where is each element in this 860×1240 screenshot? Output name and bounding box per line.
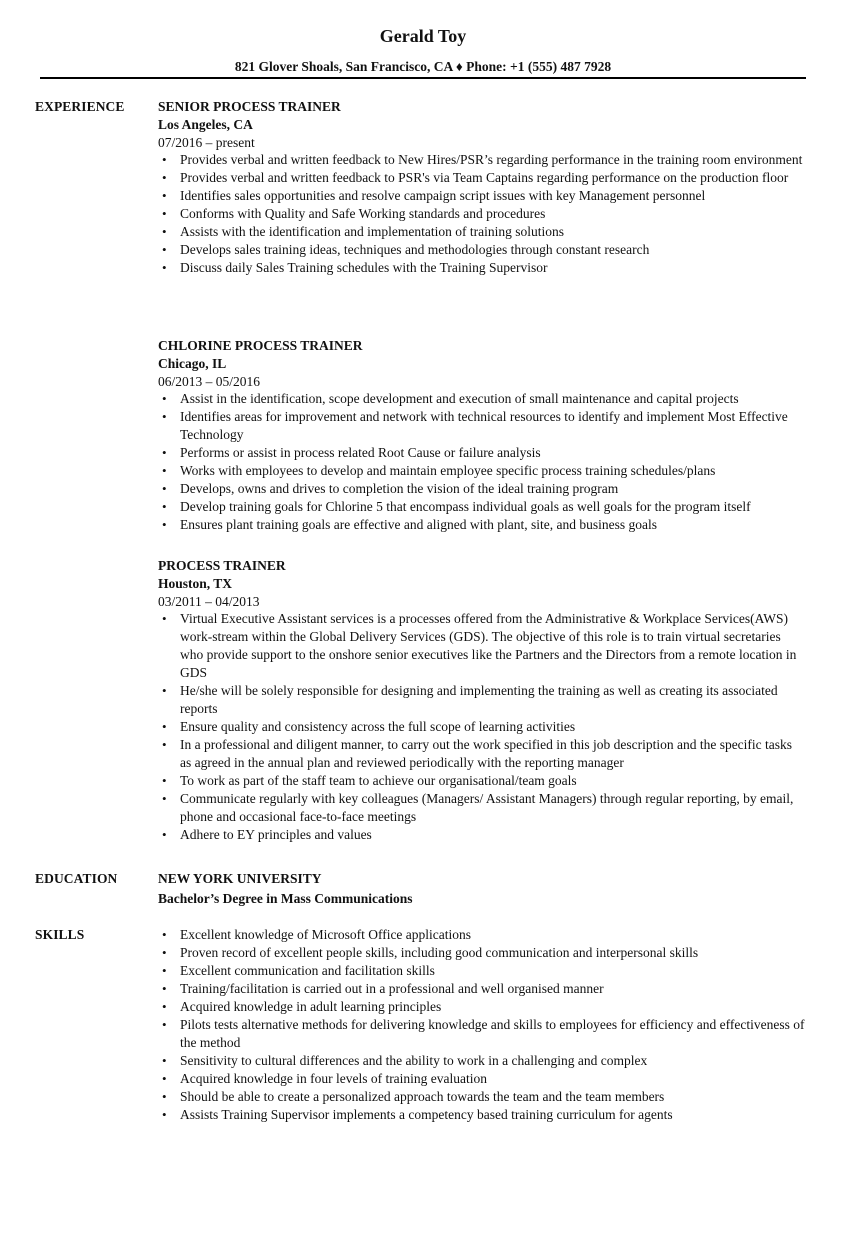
job-title: PROCESS TRAINER [158,558,286,573]
bullet-item: • Works with employees to develop and maintain employee specific process training schedules/plans [180,462,808,480]
education-entry [158,870,808,908]
bullet-item: • Virtual Executive Assistant services is a processes offered from the Administrative & Workplace Services(AWS) work-stream within the Global Delivery Services (GDS). The objective of this role is to train virtual secretaries who provide support to the onshore senior executives like the Partners and the Directors from a remote location in GDS [180,610,808,682]
job-entry [158,98,808,277]
header-divider [40,77,806,79]
job-dates: 07/2016 – present [158,135,255,150]
bullet-item: • Identifies areas for improvement and network with technical resources to identify and implement Most Effective Technology [180,408,808,444]
bullet-item: • Discuss daily Sales Training schedules with the Training Supervisor [180,259,808,277]
bullet-item: • Proven record of excellent people skills, including good communication and interpersonal skills [180,944,808,962]
job-title: CHLORINE PROCESS TRAINER [158,338,363,353]
bullet-item: • Provides verbal and written feedback to New Hires/PSR’s regarding performance in the training room environment [180,151,808,169]
bullet-item: • Sensitivity to cultural differences and the ability to work in a challenging and complex [180,1052,808,1070]
bullet-item: • Assists Training Supervisor implements a competency based training curriculum for agents [180,1106,808,1124]
bullet-item: • Pilots tests alternative methods for delivering knowledge and skills to employees for efficiency and effectiveness of the method [180,1016,808,1052]
resume-header [0,24,846,76]
bullet-item: • Provides verbal and written feedback to PSR's via Team Captains regarding performance on the production floor [180,169,808,187]
bullet-item: • Assists with the identification and implementation of training solutions [180,223,808,241]
bullet-item: • In a professional and diligent manner, to carry out the work specified in this job description and the specific tasks as agreed in the annual plan and reviewed periodically with the reporting manager [180,736,808,772]
bullet-item: • Acquired knowledge in four levels of training evaluation [180,1070,808,1088]
job-entry [158,337,808,534]
job-location: Houston, TX [158,576,233,591]
section-label-education: EDUCATION [35,871,118,886]
bullet-item: • Ensures plant training goals are effective and aligned with plant, site, and business goals [180,516,808,534]
bullet-item: • Develop training goals for Chlorine 5 that encompass individual goals as well goals for the program itself [180,498,808,516]
bullet-item: • Adhere to EY principles and values [180,826,808,844]
bullet-item: • He/she will be solely responsible for designing and implementing the training as well as creating its associated reports [180,682,808,718]
job-location: Los Angeles, CA [158,117,253,132]
section-label-skills: SKILLS [35,927,85,942]
bullet-item: • Communicate regularly with key colleagues (Managers/ Assistant Managers) through regular reporting, by email, phone and occasional face-to-face meetings [180,790,808,826]
bullet-item: • Excellent communication and facilitation skills [180,962,808,980]
job-title: SENIOR PROCESS TRAINER [158,99,341,114]
job-dates: 06/2013 – 05/2016 [158,374,261,389]
job-dates: 03/2011 – 04/2013 [158,594,260,609]
bullet-item: • Training/facilitation is carried out in a professional and well organised manner [180,980,808,998]
skills-bullets [158,926,808,1124]
job-bullets [158,610,808,844]
education-school: NEW YORK UNIVERSITY [158,871,322,886]
bullet-item: • Should be able to create a personalized approach towards the team and the team members [180,1088,808,1106]
bullet-item: • Ensure quality and consistency across the full scope of learning activities [180,718,808,736]
education-degree: Bachelor’s Degree in Mass Communications [158,891,413,906]
bullet-item: • Excellent knowledge of Microsoft Office applications [180,926,808,944]
bullet-item: • Identifies sales opportunities and resolve campaign script issues with key Management personnel [180,187,808,205]
bullet-item: • Performs or assist in process related Root Cause or failure analysis [180,444,808,462]
bullet-item: • Acquired knowledge in adult learning principles [180,998,808,1016]
bullet-item: • To work as part of the staff team to achieve our organisational/team goals [180,772,808,790]
job-location: Chicago, IL [158,356,227,371]
job-bullets [158,151,808,277]
job-entry [158,557,808,844]
bullet-item: • Develops, owns and drives to completion the vision of the ideal training program [180,480,808,498]
bullet-item: • Conforms with Quality and Safe Working standards and procedures [180,205,808,223]
bullet-item: • Assist in the identification, scope development and execution of small maintenance and capital projects [180,390,808,408]
skills-entry [158,926,808,1124]
bullet-item: • Develops sales training ideas, techniques and methodologies through constant research [180,241,808,259]
contact-line: 821 Glover Shoals, San Francisco, CA ♦ Phone: +1 (555) 487 7928 [234,59,612,74]
candidate-name: Gerald Toy [379,26,467,46]
section-label-experience: EXPERIENCE [35,99,125,114]
job-bullets [158,390,808,534]
